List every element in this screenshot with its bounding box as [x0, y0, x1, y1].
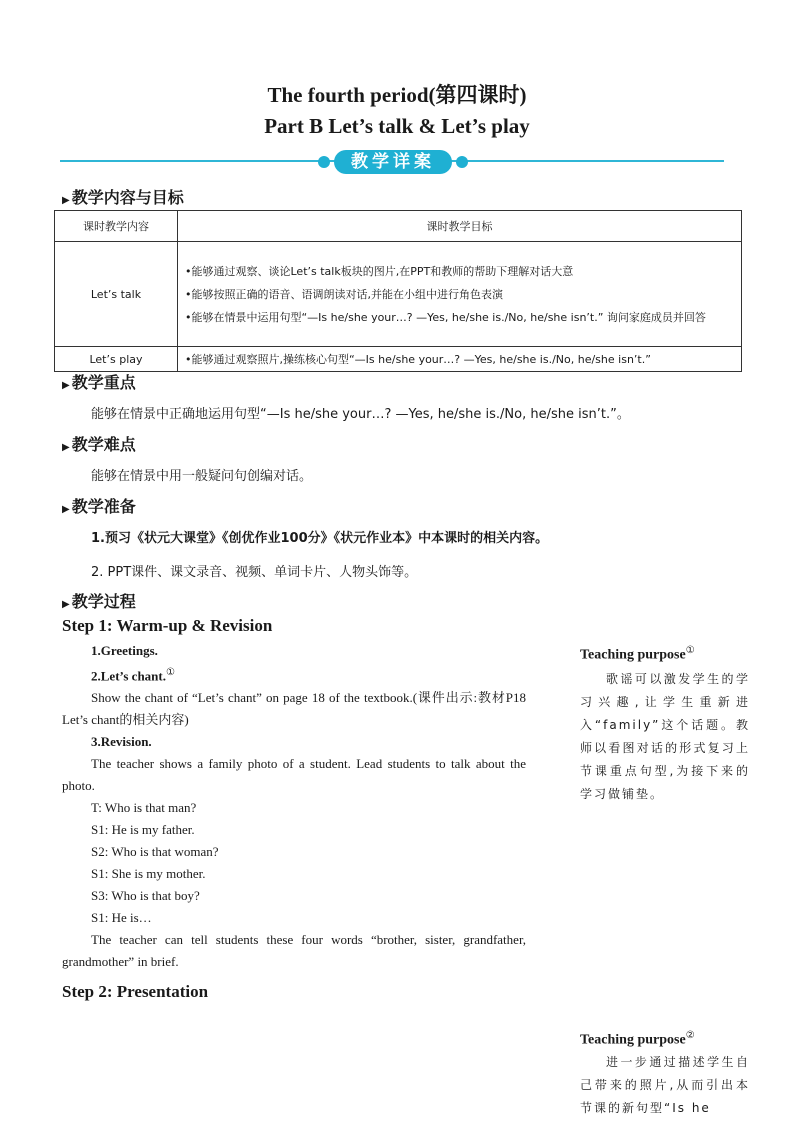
- page-subtitle: Part B Let’s talk & Let’s play: [264, 114, 530, 138]
- dialogue-line: T: Who is that man?: [91, 800, 197, 816]
- dialogue-line: S2: Who is that woman?: [91, 844, 219, 860]
- difficulty-text: 能够在情景中用一般疑问句创编对话。: [91, 469, 313, 484]
- step1-greetings: 1.Greetings.: [91, 643, 158, 658]
- dialogue-line: S3: Who is that boy?: [91, 888, 200, 904]
- step1-body: [62, 640, 526, 973]
- preparation-item-1: 1.预习《状元大课堂》《创优作业100分》《状元作业本》中本课时的相关内容。: [91, 531, 549, 546]
- page-title: The fourth period(第四课时): [267, 83, 527, 107]
- section-banner: [318, 150, 468, 174]
- table-header-content: 课时教学内容: [55, 211, 178, 242]
- teaching-purpose-1-text: 歌谣可以激发学生的学习兴趣,让学生重新进入“family”这个话题。教师以看图对话的形式复习上节课重点句型,为接下来的学习做铺垫。: [580, 672, 750, 801]
- banner-dot-right: [456, 156, 468, 168]
- goal-item: •能够通过观察照片,操练核心句型“—Is he/she your…? —Yes, he/she is./No, he/she isn’t.”: [185, 352, 651, 366]
- table-header-row: [55, 211, 742, 242]
- section-heading-preparation: ▶ 教学准备: [62, 497, 136, 516]
- table-header-goal: 课时教学目标: [178, 211, 742, 242]
- step1-revision-desc: The teacher shows a family photo of a student. Lead students to talk about the photo.: [62, 756, 526, 794]
- preparation-item-2: 2. PPT课件、课文录音、视频、单词卡片、人物头饰等。: [91, 565, 418, 580]
- section-heading-key-points: ▶ 教学重点: [62, 373, 136, 392]
- step1-title: Step 1: Warm-up & Revision: [62, 616, 273, 635]
- table-cell-content: Let’s talk: [55, 242, 178, 347]
- goal-item: •能够在情景中运用句型“—Is he/she your…? —Yes, he/she is./No, he/she isn’t.” 询问家庭成员并回答: [185, 310, 706, 324]
- triangle-bullet-icon: ▶: [62, 504, 70, 515]
- step1-chant-desc: Show the chant of “Let’s chant” on page 18 of the textbook.(课件出示:教材P18 Let’s chant的相关内容): [62, 690, 526, 728]
- section-heading-process: ▶ 教学过程: [62, 592, 136, 611]
- table-cell-content: Let’s play: [55, 347, 178, 372]
- step2-title: Step 2: Presentation: [62, 982, 209, 1001]
- key-point-text: 能够在情景中正确地运用句型“—Is he/she your…? —Yes, he/she is./No, he/she isn’t.”。: [91, 407, 630, 422]
- dialogue-line: S1: He is…: [91, 910, 152, 926]
- teaching-purpose-2-title: Teaching purpose②: [580, 1030, 695, 1048]
- goal-item: •能够按照正确的语音、语调朗读对话,并能在小组中进行角色表演: [185, 287, 503, 301]
- section-heading-difficulties: ▶ 教学难点: [62, 435, 136, 454]
- table-cell-goals: [178, 347, 742, 372]
- banner-dot-left: [318, 156, 330, 168]
- teaching-purpose-2-text: 进一步通过描述学生自己带来的照片,从而引出本节课的新句型“Is he: [580, 1055, 750, 1115]
- goal-item: •能够通过观察、谈论Let’s talk板块的图片,在PPT和教师的帮助下理解对话大意: [185, 264, 574, 278]
- step1-closing: The teacher can tell students these four words “brother, sister, grandfather, grandmother” in brief.: [62, 932, 526, 970]
- banner-text: 教学详案: [351, 152, 435, 172]
- goals-table: [54, 210, 742, 372]
- table-row: [55, 242, 742, 347]
- teaching-purpose-1-title: Teaching purpose①: [580, 645, 695, 663]
- triangle-bullet-icon: ▶: [62, 599, 70, 610]
- table-row: [55, 347, 742, 372]
- dialogue-line: S1: She is my mother.: [91, 866, 206, 882]
- dialogue-line: S1: He is my father.: [91, 822, 195, 838]
- step1-chant: 2.Let’s chant.①: [91, 667, 175, 684]
- step1-revision: 3.Revision.: [91, 734, 152, 750]
- section-heading-content-goals: ▶ 教学内容与目标: [62, 188, 184, 207]
- table-cell-goals: [178, 242, 742, 347]
- triangle-bullet-icon: ▶: [62, 380, 70, 391]
- triangle-bullet-icon: ▶: [62, 442, 70, 453]
- triangle-bullet-icon: ▶: [62, 195, 70, 206]
